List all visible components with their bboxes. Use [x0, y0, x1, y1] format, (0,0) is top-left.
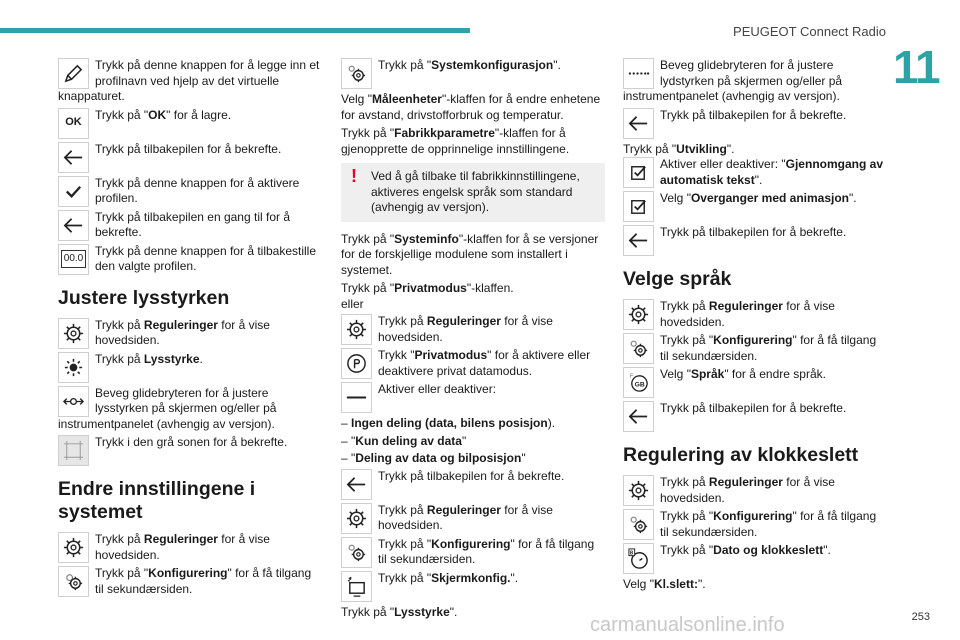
- step-row: [58, 435, 320, 466]
- step-text: Trykk på denne knappen for å legge inn et profilnavn ved hjelp av det virtuelle knappaturet.: [58, 58, 320, 103]
- text-bold: Reguleringer: [143, 532, 218, 546]
- step-row: [623, 475, 885, 506]
- text-part: " for å få tilgang til sekundærsiden.: [660, 333, 877, 363]
- warning-text: Ved å gå tilbake til fabrikkinnstillingene, aktiveres engelsk språk som standard (avhengig av versjon).: [371, 169, 580, 214]
- paragraph: [623, 142, 885, 158]
- ok-icon-label: OK: [65, 116, 82, 129]
- screen-config-icon: [341, 571, 372, 602]
- back-arrow-icon: [58, 210, 89, 241]
- text-bold: Reguleringer: [426, 314, 501, 328]
- text-part: "-klaffen for å endre enhetene for avstand, drivstofforbruk og temperatur.: [341, 92, 601, 122]
- text-part: " for å aktivere eller deaktivere privat datamodus.: [378, 348, 591, 378]
- text-part: ".: [449, 604, 458, 619]
- bullet-item: [341, 416, 605, 432]
- text-part: Aktiver eller deaktiver: ": [660, 157, 786, 171]
- step-row: [623, 509, 885, 540]
- step-row: [58, 108, 320, 139]
- step-text: [341, 537, 605, 568]
- system-config-icon: [341, 58, 372, 89]
- text-part: Trykk på: [660, 475, 709, 489]
- step-row: [623, 333, 885, 364]
- text-bold: Konfigurering: [713, 509, 793, 523]
- text-part: Velg ": [623, 577, 654, 591]
- text-part: for å vise hovedsiden.: [660, 475, 835, 505]
- paragraph: [341, 281, 605, 297]
- text-bold: Skjermkonfig.: [431, 570, 511, 585]
- step-text: [623, 299, 885, 330]
- text-bold: Konfigurering: [713, 333, 793, 347]
- text-part: ": [521, 451, 526, 465]
- text-part: .: [199, 351, 203, 366]
- text-part: Trykk på: [95, 532, 144, 546]
- step-text: [623, 191, 885, 207]
- step-text: Trykk på tilbakepilen for å bekrefte.: [660, 225, 847, 239]
- checkbox-icon: [623, 191, 654, 222]
- text-part: ": [461, 433, 467, 448]
- step-text: Trykk på denne knappen for å aktivere profilen.: [95, 175, 300, 205]
- back-arrow-icon: [623, 108, 654, 139]
- step-text: Trykk på tilbakepilen en gang til for å bekrefte.: [95, 209, 290, 239]
- text-part: Trykk på: [660, 299, 709, 313]
- brightness-icon: [58, 352, 89, 383]
- reset-icon-label: 00.0: [61, 250, 86, 268]
- step-text: Trykk på tilbakepilen for å bekrefte.: [378, 468, 565, 483]
- section-heading: Endre innstillingene i systemet: [58, 478, 256, 523]
- checkbox-icon: [623, 157, 654, 188]
- text-bold: Reguleringer: [708, 299, 783, 313]
- text-part: " for å få tilgang til sekundærsiden.: [378, 536, 595, 566]
- slider-icon: [58, 386, 89, 417]
- chapter-number: 11: [893, 41, 940, 93]
- column-1: [58, 58, 320, 600]
- text-part: " for å få tilgang til sekundærsiden.: [660, 509, 877, 539]
- text-part: Trykk på ": [378, 58, 432, 72]
- text-part: " for å endre språk.: [724, 367, 826, 381]
- text-bold: Systeminfo: [394, 231, 459, 246]
- step-row: [58, 352, 320, 383]
- text-part: Trykk på ": [341, 604, 395, 619]
- volume-slider-icon: [623, 58, 654, 89]
- text-part: Trykk på ": [95, 566, 149, 580]
- text-bold: Måleenheter: [371, 92, 442, 106]
- paragraph: [341, 232, 605, 279]
- step-text: Trykk på tilbakepilen for å bekrefte.: [660, 401, 847, 415]
- back-arrow-icon: [58, 142, 89, 173]
- step-text: [341, 348, 605, 379]
- language-icon-label: GB: [634, 381, 645, 389]
- step-row: [623, 58, 885, 105]
- step-row: [58, 244, 320, 275]
- step-row: [58, 142, 320, 173]
- text-part: – ": [341, 433, 356, 448]
- text-part: Trykk på ": [378, 570, 432, 585]
- config-gears-icon: [58, 566, 89, 597]
- text-bold: Konfigurering: [431, 536, 511, 551]
- text-part: ".: [849, 191, 857, 205]
- config-gears-icon: [341, 537, 372, 568]
- text-part: "-klaffen for å se versjoner for de forskjellige modulene som installert i systemet.: [341, 231, 599, 277]
- text-bold: Deling av data og bilposisjon: [355, 451, 522, 465]
- text-bold: Reguleringer: [708, 475, 783, 489]
- step-text: [58, 352, 320, 368]
- back-arrow-icon: [341, 469, 372, 500]
- paragraph: [341, 605, 605, 621]
- text-part: for å vise hovedsiden.: [95, 532, 270, 562]
- text-part: Trykk på: [378, 314, 427, 328]
- step-row: [623, 299, 885, 330]
- text-bold: Privatmodus: [394, 281, 467, 295]
- text-bold: Lysstyrke: [394, 604, 450, 619]
- privacy-mode-icon: [341, 348, 372, 379]
- step-text: [58, 532, 320, 563]
- text-bold: OK: [148, 107, 167, 122]
- text-part: ).: [547, 416, 556, 430]
- text-bold: Overganger med animasjon: [690, 191, 850, 205]
- grey-zone-icon: [58, 435, 89, 466]
- section-heading: Regulering av klokkeslett: [623, 444, 859, 466]
- svg-text:F: F: [629, 373, 634, 380]
- text-part: "-klaffen for å gjenopprette de opprinnelige innstillingene.: [341, 126, 570, 156]
- column-3: [623, 58, 885, 596]
- page-header-title: PEUGEOT Connect Radio: [733, 24, 886, 39]
- text-bold: Dato og klokkeslett: [713, 543, 824, 557]
- config-gears-icon: [623, 509, 654, 540]
- step-text: [341, 314, 605, 345]
- step-text: [341, 58, 605, 74]
- step-text: [58, 318, 320, 349]
- text-bold: Gjennomgang av automatisk tekst: [660, 157, 883, 187]
- step-row: [341, 503, 605, 534]
- text-bold: Språk: [690, 367, 725, 381]
- text-part: Trykk på ": [660, 509, 714, 523]
- back-arrow-icon: [623, 225, 654, 256]
- text-bold: Privatmodus: [414, 348, 488, 362]
- step-text: Beveg glidebryteren for å justere lydstyrken på skjermen og/eller på instrumentpanelet (avhengig av versjon).: [623, 58, 843, 103]
- paragraph: [341, 92, 605, 123]
- step-text: Beveg glidebryteren for å justere lysstyrken på skjermen og/eller på instrumentpanelet (avhengig av versjon).: [58, 385, 277, 431]
- warning-icon: !: [351, 166, 357, 186]
- text-part: Velg ": [341, 92, 372, 106]
- text-bold: Reguleringer: [426, 502, 501, 517]
- text-part: Trykk på: [95, 351, 144, 366]
- text-part: ".: [510, 570, 519, 585]
- text-part: Trykk på ": [341, 126, 395, 140]
- step-text: Trykk i den grå sonen for å bekrefte.: [95, 435, 288, 449]
- text-part: " for å lagre.: [166, 107, 232, 122]
- text-part: Trykk på ": [95, 107, 149, 122]
- text-part: Trykk på ": [378, 536, 432, 551]
- text-bold: Lysstyrke: [143, 351, 200, 366]
- ok-icon: [58, 108, 89, 139]
- step-text: Trykk på tilbakepilen for å bekrefte.: [660, 107, 847, 122]
- text-bold: Kun deling av data: [355, 433, 462, 448]
- step-text: [623, 333, 885, 364]
- text-bold: Ingen deling (data, bilens posisjon: [351, 416, 548, 430]
- paragraph: [341, 126, 605, 157]
- clock-icon-label: 8: [629, 550, 634, 557]
- text-bold: Systemkonfigurasjon: [431, 58, 554, 72]
- paragraph: [623, 577, 885, 593]
- step-row: [58, 532, 320, 563]
- language-icon: [623, 367, 654, 398]
- gear-icon: [58, 318, 89, 349]
- text-part: ".: [823, 543, 831, 557]
- text-part: Trykk på: [95, 317, 144, 332]
- text-part: ".: [553, 58, 561, 72]
- text-part: ".: [754, 172, 763, 187]
- step-row: [341, 469, 605, 500]
- config-gears-icon: [623, 333, 654, 364]
- toggle-bar-icon: [341, 382, 372, 413]
- text-part: Trykk på ": [341, 281, 395, 295]
- text-part: Trykk på: [378, 502, 427, 517]
- text-part: for å vise hovedsiden.: [378, 502, 553, 532]
- warning-note: [341, 163, 605, 222]
- step-row: [623, 543, 885, 574]
- step-text: [341, 503, 605, 534]
- clock-icon: [623, 543, 654, 574]
- step-row: [623, 367, 885, 398]
- step-text: [341, 571, 605, 587]
- text-part: for å vise hovedsiden.: [95, 317, 270, 347]
- step-row: [623, 191, 885, 222]
- step-row: [341, 314, 605, 345]
- step-row: [58, 386, 320, 433]
- step-row: [341, 571, 605, 602]
- gear-icon: [623, 475, 654, 506]
- step-row: [58, 318, 320, 349]
- bullet-item: [341, 451, 605, 467]
- step-row: [341, 348, 605, 379]
- step-row: [341, 58, 605, 89]
- section-heading: Justere lysstyrken: [58, 286, 230, 309]
- step-text: Trykk på tilbakepilen for å bekrefte.: [95, 141, 282, 156]
- gear-icon: [341, 314, 372, 345]
- step-row: [58, 58, 320, 105]
- text-part: Trykk ": [378, 348, 415, 362]
- gear-icon: [58, 532, 89, 563]
- gear-icon: [341, 503, 372, 534]
- text-bold: Kl.slett:: [653, 577, 698, 591]
- text-part: Velg ": [660, 191, 691, 205]
- back-arrow-icon: [623, 401, 654, 432]
- gear-icon: [623, 299, 654, 330]
- text-part: Trykk på ": [623, 141, 677, 156]
- text-bold: Fabrikkparametre: [394, 126, 495, 140]
- text-part: Trykk på ": [660, 543, 714, 557]
- text-part: Velg ": [660, 367, 691, 381]
- step-text: [58, 566, 320, 597]
- step-row: [341, 537, 605, 568]
- text-part: " for å få tilgang til sekundærsiden.: [95, 566, 312, 596]
- pencil-icon: [58, 58, 89, 89]
- text-part: for å vise hovedsiden.: [660, 299, 835, 329]
- step-row: [58, 176, 320, 207]
- step-text: Aktiver eller deaktiver:: [378, 382, 497, 396]
- header-accent-bar: [0, 28, 470, 33]
- step-text: [623, 475, 885, 506]
- watermark: carmanualsonline.info: [590, 614, 785, 636]
- step-row: [341, 382, 605, 413]
- paragraph: eller: [341, 296, 364, 311]
- step-text: [623, 157, 885, 188]
- text-part: ".: [697, 577, 706, 591]
- text-part: Trykk på ": [341, 231, 395, 246]
- text-part: ".: [726, 141, 735, 156]
- step-text: Trykk på denne knappen for å tilbakestille den valgte profilen.: [95, 243, 317, 273]
- bullet-item: [341, 434, 605, 450]
- text-part: – ": [341, 451, 356, 465]
- step-row: [623, 157, 885, 188]
- step-text: [623, 509, 885, 540]
- step-row: [58, 566, 320, 597]
- checkmark-icon: [58, 176, 89, 207]
- reset-icon: [58, 244, 89, 275]
- text-part: for å vise hovedsiden.: [378, 314, 553, 344]
- text-part: Trykk på ": [660, 333, 714, 347]
- text-bold: Konfigurering: [148, 566, 228, 580]
- step-text: [623, 543, 885, 559]
- text-part: –: [341, 416, 352, 430]
- text-part: "-klaffen.: [466, 281, 514, 295]
- text-bold: Reguleringer: [143, 317, 218, 332]
- step-row: [623, 225, 885, 256]
- step-row: [623, 401, 885, 432]
- step-row: [58, 210, 320, 241]
- section-heading: Velge språk: [623, 268, 732, 290]
- page-number: 253: [911, 611, 930, 623]
- step-row: [623, 108, 885, 139]
- text-bold: Utvikling: [676, 141, 727, 156]
- step-text: [58, 108, 320, 124]
- step-text: [623, 367, 885, 383]
- column-2: [341, 58, 605, 623]
